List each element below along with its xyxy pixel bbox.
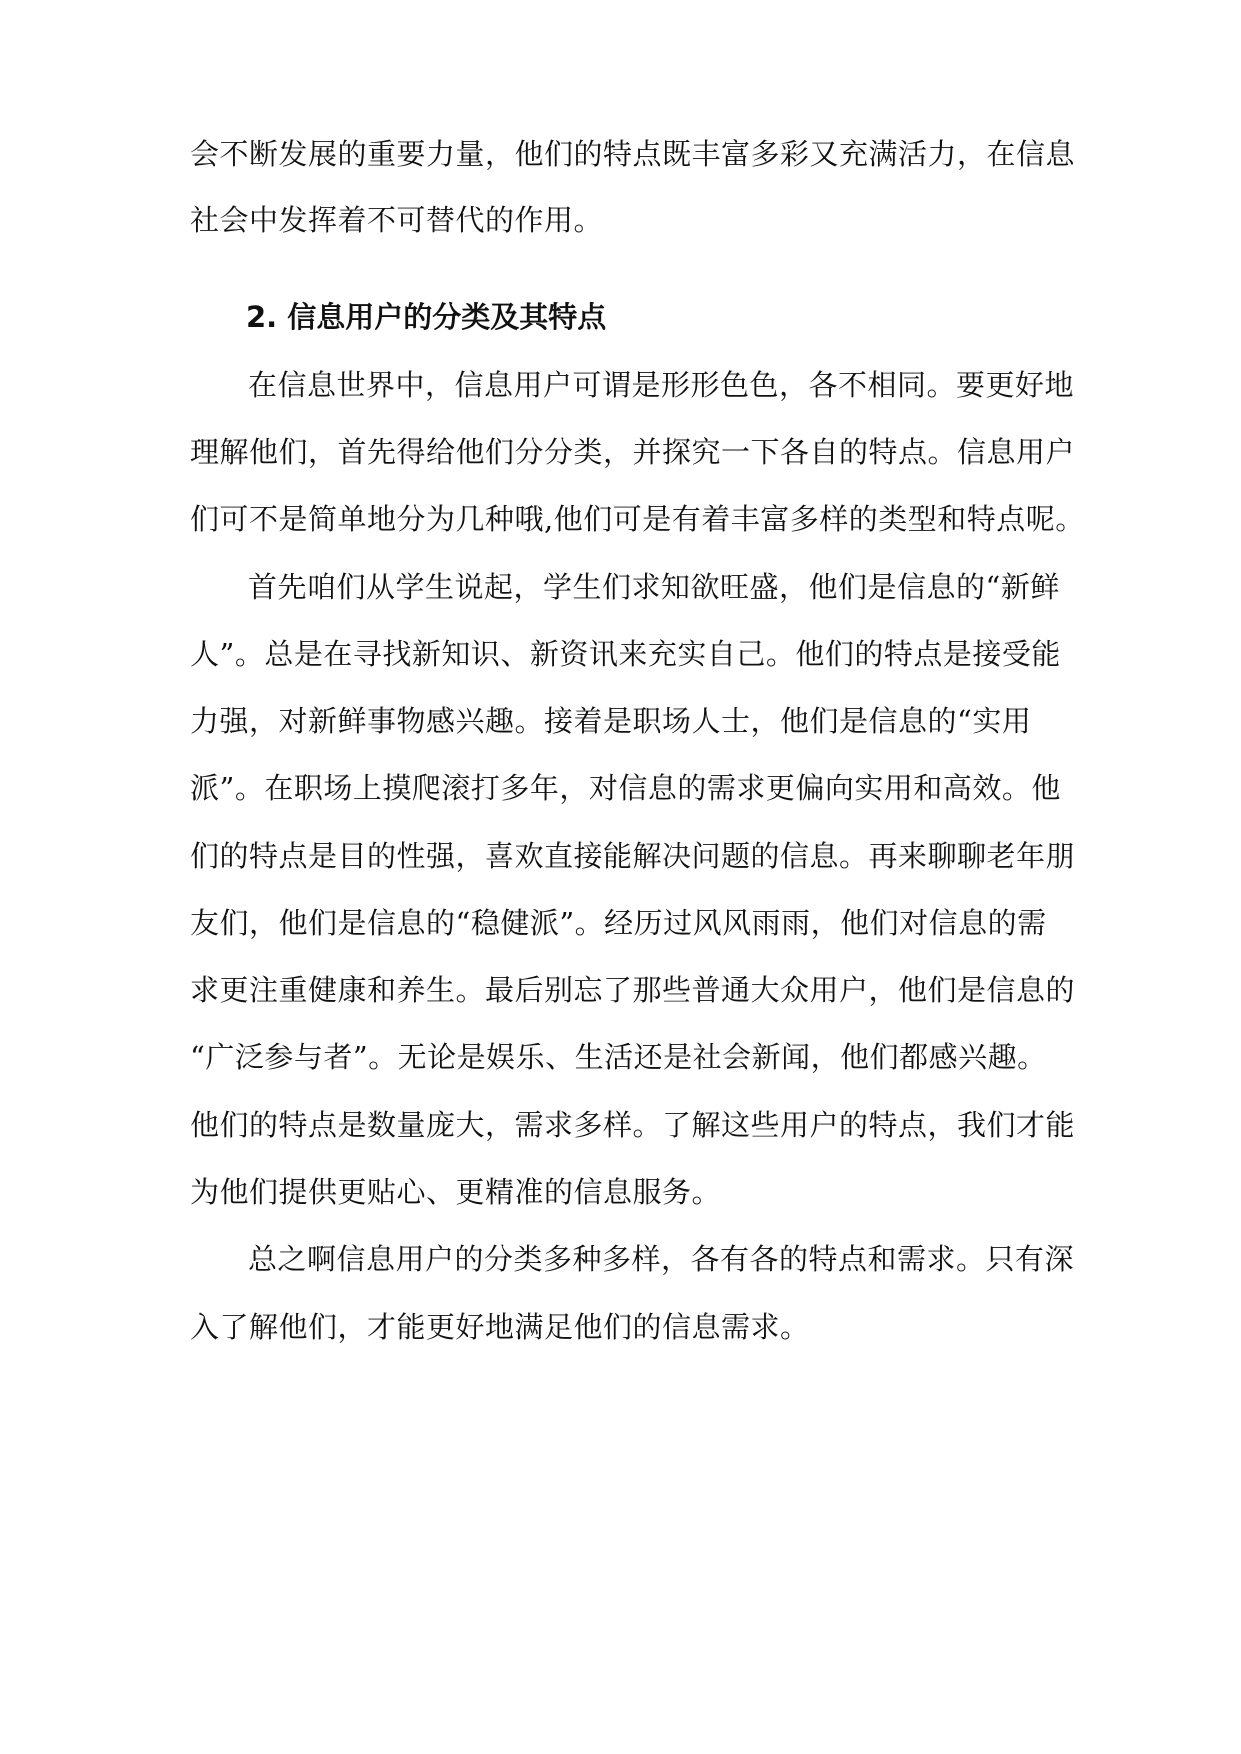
paragraph-line: 派”。在职场上摸爬滚打多年，对信息的需求更偏向实用和高效。他 [190,771,1061,805]
paragraph-line: 在信息世界中，信息用户可谓是形形色色，各不相同。要更好地 [248,368,1075,402]
paragraph-line: 首先咱们从学生说起，学生们求知欲旺盛，他们是信息的“新鲜 [248,570,1060,604]
paragraph-line: 入了解他们，才能更好地满足他们的信息需求。 [190,1310,810,1344]
paragraph-line: “广泛参与者”。无论是娱乐、生活还是社会新闻，他们都感兴趣。 [190,1040,1047,1074]
paragraph-line: 友们，他们是信息的“稳健派”。经历过风风雨雨，他们对信息的需 [190,906,1047,940]
paragraph-line: 们的特点是目的性强，喜欢直接能解决问题的信息。再来聊聊老年朋 [190,839,1076,873]
paragraph-line: 社会中发挥着不可替代的作用。 [190,203,604,237]
paragraph-line: 们可不是简单地分为几种哦,他们可是有着丰富多样的类型和特点呢。 [190,502,1085,536]
paragraph-line: 他们的特点是数量庞大，需求多样。了解这些用户的特点，我们才能 [190,1108,1076,1142]
paragraph-line: 力强，对新鲜事物感兴趣。接着是职场人士，他们是信息的“实用 [190,704,1032,738]
paragraph-line: 会不断发展的重要力量，他们的特点既丰富多彩又充满活力，在信息 [190,137,1076,171]
paragraph-line: 理解他们，首先得给他们分分类，并探究一下各自的特点。信息用户 [190,435,1076,469]
paragraph-line: 总之啊信息用户的分类多种多样，各有各的特点和需求。只有深 [248,1242,1075,1276]
section-heading: 2. 信息用户的分类及其特点 [246,300,607,334]
paragraph-line: 为他们提供更贴心、更精准的信息服务。 [190,1175,722,1209]
paragraph-line: 人”。总是在寻找新知识、新资讯来充实自己。他们的特点是接受能 [190,637,1061,671]
paragraph-line: 求更注重健康和养生。最后别忘了那些普通大众用户，他们是信息的 [190,973,1076,1007]
